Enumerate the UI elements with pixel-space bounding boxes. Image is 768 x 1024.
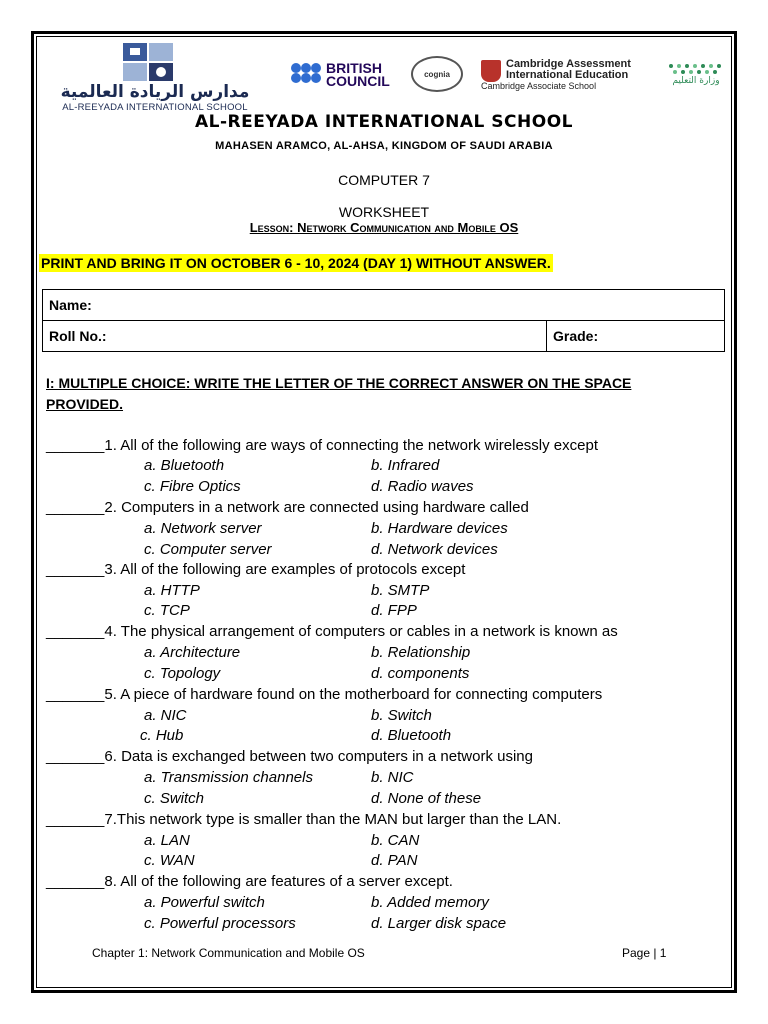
question-4: _______4. The physical arrangement of computers or cables in a network is known as: [46, 623, 618, 640]
option-3c: c. TCP: [144, 602, 190, 619]
cognia-logo: [411, 56, 465, 94]
question-3: _______3. All of the following are examples of protocols except: [46, 561, 466, 578]
option-4d: d. components: [371, 665, 470, 682]
school-title: AL-REEYADA INTERNATIONAL SCHOOL: [195, 112, 573, 132]
question-5: _______5. A piece of hardware found on the motherboard for connecting computers: [46, 686, 603, 703]
option-4b: b. Relationship: [371, 644, 471, 661]
section-title: I: MULTIPLE CHOICE: WRITE THE LETTER OF THE CORRECT ANSWER ON THE SPACE PROVIDED.: [46, 375, 632, 412]
lesson-title: Lesson: Network Communication and Mobile OS: [249, 220, 519, 235]
option-3d: d. FPP: [371, 602, 417, 619]
option-5d: d. Bluetooth: [371, 727, 452, 744]
option-7b: b. CAN: [371, 832, 420, 849]
option-2c: c. Computer server: [144, 541, 272, 558]
british-council-logo: [290, 60, 408, 92]
school-name-english: AL-REEYADA INTERNATIONAL SCHOOL: [62, 102, 248, 113]
option-5b: b. Switch: [371, 707, 432, 724]
british-council-text: [326, 62, 390, 88]
option-2d: d. Network devices: [371, 541, 498, 558]
worksheet-title: WORKSHEET: [338, 204, 430, 220]
option-4c: c. Topology: [144, 665, 221, 682]
print-notice: PRINT AND BRING IT ON OCTOBER 6 - 10, 2024 (DAY 1) WITHOUT ANSWER.: [41, 255, 551, 271]
option-1c: c. Fibre Optics: [144, 478, 241, 495]
option-8a: a. Powerful switch: [144, 894, 265, 911]
option-1b: b. Infrared: [371, 457, 440, 474]
cambridge-crest-icon: [481, 60, 501, 82]
grade-field[interactable]: Grade:: [547, 321, 725, 352]
option-4a: a. Architecture: [144, 644, 241, 661]
british-council-line2: COUNCIL: [326, 73, 390, 89]
ministry-dots-icon: [667, 62, 725, 76]
school-logo: [40, 42, 270, 112]
school-address: MAHASEN ARAMCO, AL-AHSA, KINGDOM OF SAUDI ARABIA: [215, 140, 553, 152]
option-5a: a. NIC: [144, 707, 187, 724]
question-1: _______1. All of the following are ways of connecting the network wirelessly except: [46, 437, 598, 454]
cambridge-line2: International Education: [506, 69, 629, 81]
option-6c: c. Switch: [144, 790, 205, 807]
name-field[interactable]: Name:: [43, 290, 725, 321]
option-2b: b. Hardware devices: [371, 520, 508, 537]
option-6b: b. NIC: [371, 769, 414, 786]
question-6: _______6. Data is exchanged between two computers in a network using: [46, 748, 533, 765]
option-1a: a. Bluetooth: [144, 457, 225, 474]
subject-title: COMPUTER 7: [338, 172, 430, 188]
roll-field[interactable]: Roll No.:: [43, 321, 547, 352]
option-3b: b. SMTP: [371, 582, 430, 599]
footer-chapter: Chapter 1: Network Communication and Mobile OS: [92, 946, 365, 960]
option-3a: a. HTTP: [144, 582, 200, 599]
question-7: _______7.This network type is smaller than the MAN but larger than the LAN.: [46, 811, 562, 828]
roll-grade-row: [43, 321, 725, 352]
option-8b: b. Added memory: [371, 894, 489, 911]
cambridge-line1: Cambridge Assessment: [506, 58, 631, 70]
cognia-text: cognia: [424, 69, 450, 79]
ministry-logo: [667, 62, 725, 92]
ministry-text: وزارة التعليم: [672, 76, 720, 86]
option-8c: c. Powerful processors: [144, 915, 296, 932]
option-7a: a. LAN: [144, 832, 190, 849]
student-info-table: [42, 289, 725, 352]
option-1d: d. Radio waves: [371, 478, 474, 495]
footer-page-number: Page | 1: [622, 946, 667, 960]
cambridge-line3: Cambridge Associate School: [481, 81, 597, 91]
option-7d: d. PAN: [371, 852, 418, 869]
option-6d: d. None of these: [371, 790, 482, 807]
cognia-seal-icon: [411, 56, 463, 92]
question-2: _______2. Computers in a network are connected using hardware called: [46, 499, 529, 516]
option-6a: a. Transmission channels: [144, 769, 313, 786]
question-8: _______8. All of the following are features of a server except.: [46, 873, 453, 890]
british-council-dots-icon: [290, 62, 322, 90]
school-name-arabic: مدارس الريادة العالمية: [60, 82, 250, 102]
name-row: [43, 290, 725, 321]
option-7c: c. WAN: [144, 852, 195, 869]
cambridge-logo: [481, 58, 641, 92]
option-8d: d. Larger disk space: [371, 915, 507, 932]
british-council-line1: BRITISH: [326, 60, 382, 76]
option-5c: c. Hub: [140, 727, 184, 744]
option-2a: a. Network server: [144, 520, 262, 537]
school-shield-icon: [122, 42, 176, 82]
